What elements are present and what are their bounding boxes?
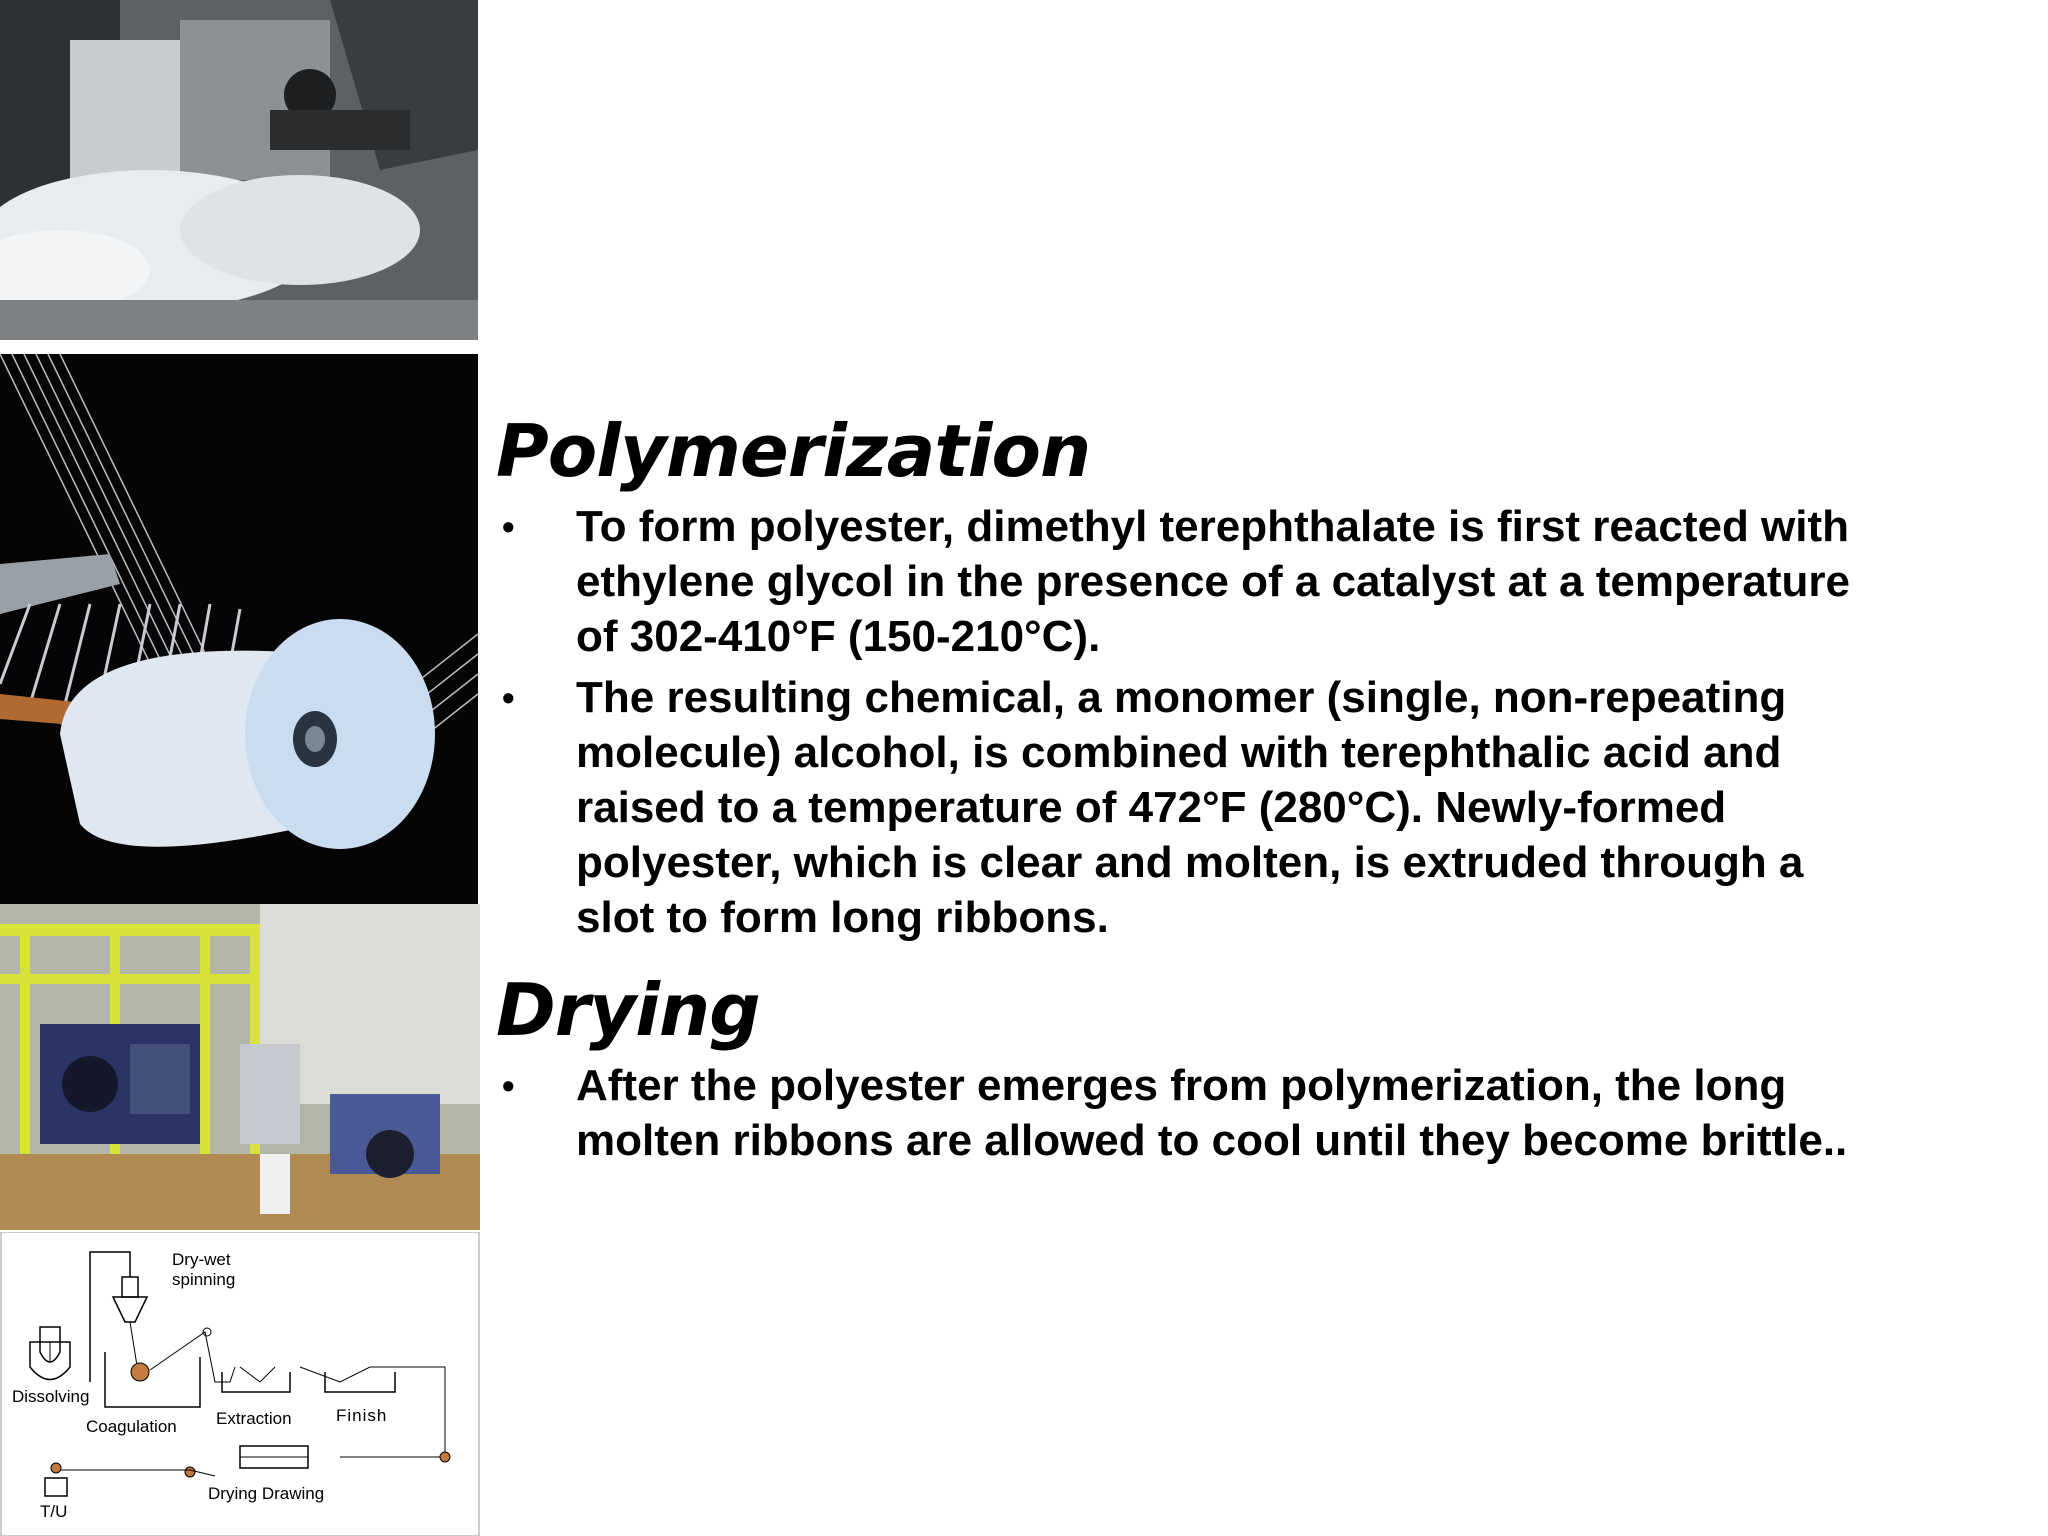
spinning-plant-photo (0, 904, 480, 1230)
slide-content (496, 410, 2048, 1168)
bullet-line: molecule) alcohol, is combined with terephthalic acid and (576, 727, 1782, 777)
bullet-list (496, 499, 2048, 945)
bullet-dot: • (502, 505, 515, 547)
section-polymerization (496, 410, 2048, 945)
bullet-item (496, 670, 2048, 945)
label-tu: T/U (40, 1502, 68, 1521)
section-title: Drying (496, 967, 760, 1052)
bullet-item (496, 1058, 2048, 1168)
bullet-line: raised to a temperature of 472°F (280°C). Newly-formed (576, 782, 1727, 832)
bullet-line: of 302-410°F (150-210°C). (576, 611, 1101, 661)
bullet-line: ethylene glycol in the presence of a catalyst at a temperature (576, 556, 1851, 606)
section-title: Polymerization (496, 409, 1091, 493)
label-dry-wet: Dry-wet (172, 1250, 231, 1269)
filament-spool-photo (0, 354, 478, 904)
label-drying-drawing: Drying Drawing (208, 1484, 325, 1503)
bullet-dot: • (502, 676, 515, 718)
bullet-line: polyester, which is clear and molten, is extruded through a (576, 837, 1804, 887)
label-finish: Finish (336, 1406, 388, 1425)
fiber-pile-photo (0, 0, 478, 340)
section-drying (496, 969, 2048, 1168)
bullet-line: To form polyester, dimethyl terephthalate is first reacted with (576, 501, 1850, 551)
bullet-line: The resulting chemical, a monomer (single, non-repeating (576, 672, 1787, 722)
label-spinning: spinning (172, 1270, 236, 1289)
label-coagulation: Coagulation (86, 1417, 177, 1436)
bullet-line: After the polyester emerges from polymerization, the long (576, 1060, 1787, 1110)
bullet-line: slot to form long ribbons. (576, 892, 1109, 942)
label-dissolving: Dissolving (12, 1387, 90, 1406)
bullet-line: molten ribbons are allowed to cool until they become brittle.. (576, 1115, 1848, 1165)
bullet-item (496, 499, 2048, 664)
bullet-list (496, 1058, 2048, 1168)
bullet-dot: • (502, 1064, 515, 1106)
label-extraction: Extraction (216, 1409, 292, 1428)
dry-wet-spinning-diagram (0, 1232, 480, 1536)
